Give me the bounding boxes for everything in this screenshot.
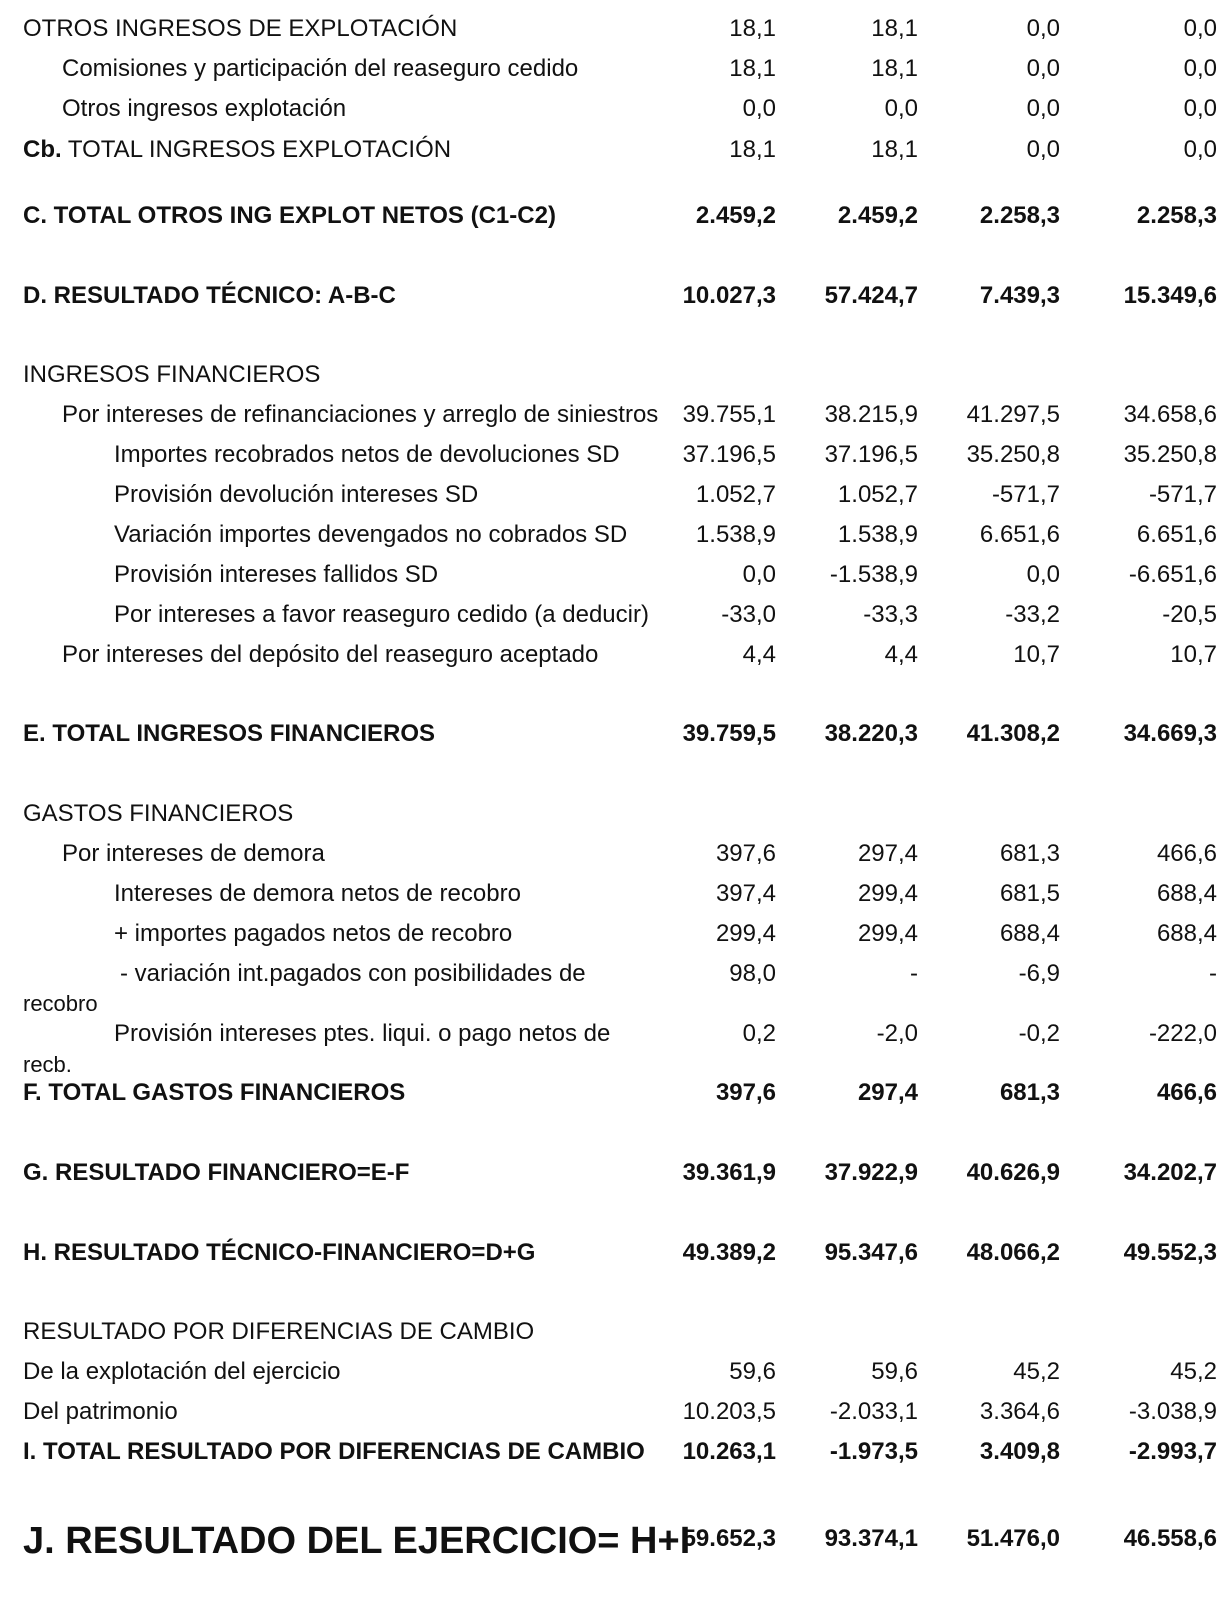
row-label: F. TOTAL GASTOS FINANCIEROS (23, 1079, 406, 1106)
provision-devolucion-row (0, 475, 1229, 515)
value-col-3: 35.250,8 (966, 441, 1060, 468)
value-col-2: 37.196,5 (824, 441, 918, 468)
value-col-1: 49.389,2 (682, 1239, 776, 1266)
value-col-2: 38.215,9 (824, 401, 918, 428)
value-col-3: 0,0 (1026, 95, 1060, 122)
row-label: + importes pagados netos de recobro (114, 920, 513, 947)
section-heading: RESULTADO POR DIFERENCIAS DE CAMBIO (23, 1318, 535, 1345)
row-label: Provisión intereses fallidos SD (114, 561, 439, 588)
section-heading: INGRESOS FINANCIEROS (23, 361, 321, 388)
value-col-1: 18,1 (729, 15, 776, 42)
value-col-4: 466,6 (1156, 840, 1217, 867)
value-col-3: 681,3 (999, 840, 1060, 867)
value-col-4: 688,4 (1156, 920, 1217, 947)
intereses-refinanciaciones-row (0, 395, 1229, 435)
value-col-4: 688,4 (1156, 880, 1217, 907)
value-col-4: 45,2 (1170, 1358, 1217, 1385)
intereses-demora-row (0, 834, 1229, 874)
row-label: Por intereses de demora (62, 840, 325, 867)
explotacion-ejercicio-row (0, 1352, 1229, 1392)
row-label: Comisiones y participación del reaseguro cedido (62, 55, 579, 82)
total-ingresos-financieros-row (0, 714, 1229, 754)
value-col-3: 40.626,9 (966, 1159, 1060, 1186)
intereses-reaseguro-cedido-row (0, 595, 1229, 635)
value-col-2: 57.424,7 (824, 282, 918, 309)
row-label-wrap: recobro (23, 991, 98, 1016)
row-label: OTROS INGRESOS DE EXPLOTACIÓN (23, 15, 458, 42)
section-heading: GASTOS FINANCIEROS (23, 800, 294, 827)
value-col-3: 6.651,6 (979, 521, 1060, 548)
value-col-3: -33,2 (1005, 601, 1060, 628)
value-col-4: 46.558,6 (1123, 1525, 1217, 1552)
value-col-3: 45,2 (1013, 1358, 1060, 1385)
value-col-1: 39.759,5 (682, 720, 776, 747)
row-label: I. TOTAL RESULTADO POR DIFERENCIAS DE CAMBIO (23, 1438, 645, 1465)
ingresos-financieros-header (0, 355, 1229, 395)
value-col-2: 95.347,6 (824, 1239, 918, 1266)
value-col-2: 18,1 (871, 136, 918, 163)
value-col-2: - (910, 960, 918, 987)
resultado-ejercicio-row (0, 1519, 1229, 1569)
value-col-4: 6.651,6 (1136, 521, 1217, 548)
value-col-4: 35.250,8 (1123, 441, 1217, 468)
deposito-reaseguro-row (0, 635, 1229, 675)
value-col-4: -3.038,9 (1128, 1398, 1217, 1425)
value-col-2: 1.052,7 (837, 481, 918, 508)
value-col-2: 1.538,9 (837, 521, 918, 548)
row-label: Variación importes devengados no cobrados SD (114, 521, 628, 548)
resultado-tecnico-financiero-row (0, 1233, 1229, 1273)
patrimonio-row (0, 1392, 1229, 1432)
value-col-2: -2,0 (876, 1020, 918, 1047)
total-ingresos-explotacion-row (0, 130, 1229, 170)
provision-intereses-ptes-row (0, 1014, 1229, 1054)
value-col-4: 34.669,3 (1123, 720, 1217, 747)
otros-ingresos-explotacion-row (0, 9, 1229, 49)
value-col-3: 681,3 (999, 1079, 1060, 1106)
row-label-text: TOTAL INGRESOS EXPLOTACIÓN (67, 136, 452, 163)
value-col-2: 38.220,3 (824, 720, 918, 747)
value-col-1: 4,4 (742, 641, 776, 668)
value-col-4: 34.658,6 (1123, 401, 1217, 428)
resultado-tecnico-row (0, 276, 1229, 316)
total-diferencias-cambio-row (0, 1432, 1229, 1472)
value-col-3: 3.409,8 (979, 1438, 1060, 1465)
value-col-2: 18,1 (871, 55, 918, 82)
row-label: J. RESULTADO DEL EJERCICIO= H+I (23, 1520, 691, 1562)
row-label: H. RESULTADO TÉCNICO-FINANCIERO=D+G (23, 1239, 536, 1266)
value-col-3: -0,2 (1018, 1020, 1060, 1047)
value-col-1: 18,1 (729, 55, 776, 82)
value-col-1: 39.755,1 (682, 401, 776, 428)
variacion-importes-row (0, 515, 1229, 555)
value-col-1: 37.196,5 (682, 441, 776, 468)
row-label: Por intereses a favor reaseguro cedido (a deducir) (114, 601, 649, 628)
row-label: Importes recobrados netos de devoluciones SD (114, 441, 620, 468)
value-col-2: 297,4 (857, 1079, 918, 1106)
value-col-4: 466,6 (1156, 1079, 1217, 1106)
value-col-1: 0,0 (742, 561, 776, 588)
value-col-1: -33,0 (721, 601, 776, 628)
row-label: C. TOTAL OTROS ING EXPLOT NETOS (C1-C2) (23, 202, 556, 229)
value-col-3: 41.308,2 (966, 720, 1060, 747)
value-col-4: 10,7 (1170, 641, 1217, 668)
value-col-2: -33,3 (863, 601, 918, 628)
provision-fallidos-row (0, 555, 1229, 595)
value-col-1: 299,4 (715, 920, 776, 947)
value-col-3: 3.364,6 (979, 1398, 1060, 1425)
value-col-3: 2.258,3 (979, 202, 1060, 229)
value-col-4: -20,5 (1162, 601, 1217, 628)
value-col-4: -571,7 (1148, 481, 1217, 508)
value-col-1: 10.027,3 (682, 282, 776, 309)
value-col-4: 0,0 (1183, 15, 1217, 42)
value-col-1: 18,1 (729, 136, 776, 163)
value-col-1: 0,0 (742, 95, 776, 122)
value-col-3: 688,4 (999, 920, 1060, 947)
value-col-3: 10,7 (1013, 641, 1060, 668)
row-label: De la explotación del ejercicio (23, 1358, 341, 1385)
value-col-2: 2.459,2 (837, 202, 918, 229)
row-label: Por intereses de refinanciaciones y arreglo de siniestros (62, 401, 659, 428)
value-col-2: 0,0 (884, 95, 918, 122)
row-label-wrap: recb. (23, 1052, 72, 1077)
value-col-1: 59,6 (729, 1358, 776, 1385)
value-col-2: -1.538,9 (829, 561, 918, 588)
value-col-4: 34.202,7 (1123, 1159, 1217, 1186)
row-prefix: Cb. (23, 136, 62, 163)
row-label: E. TOTAL INGRESOS FINANCIEROS (23, 720, 436, 747)
row-label: Intereses de demora netos de recobro (114, 880, 521, 907)
value-col-1: 397,6 (715, 1079, 776, 1106)
row-label: Provisión devolución intereses SD (114, 481, 479, 508)
value-col-2: 4,4 (884, 641, 918, 668)
importes-recobrados-row (0, 435, 1229, 475)
row-label: Del patrimonio (23, 1398, 178, 1425)
value-col-4: -2.993,7 (1128, 1438, 1217, 1465)
value-col-4: - (1209, 960, 1217, 987)
resultado-financiero-row (0, 1153, 1229, 1193)
value-col-3: 0,0 (1026, 55, 1060, 82)
total-gastos-financieros-row (0, 1073, 1229, 1113)
value-col-1: 98,0 (729, 960, 776, 987)
value-col-3: 0,0 (1026, 561, 1060, 588)
value-col-2: -2.033,1 (829, 1398, 918, 1425)
value-col-3: 7.439,3 (979, 282, 1060, 309)
diferencias-cambio-header (0, 1312, 1229, 1352)
value-col-2: 59,6 (871, 1358, 918, 1385)
value-col-2: 299,4 (857, 920, 918, 947)
value-col-4: 49.552,3 (1123, 1239, 1217, 1266)
row-label: D. RESULTADO TÉCNICO: A-B-C (23, 282, 396, 309)
value-col-1: 397,4 (715, 880, 776, 907)
variacion-int-pagados-row (0, 954, 1229, 994)
row-label: Otros ingresos explotación (62, 95, 347, 122)
otros-ingresos-row (0, 89, 1229, 129)
value-col-4: 0,0 (1183, 136, 1217, 163)
value-col-3: 48.066,2 (966, 1239, 1060, 1266)
value-col-4: 0,0 (1183, 55, 1217, 82)
importes-pagados-row (0, 914, 1229, 954)
value-col-1: 10.263,1 (682, 1438, 776, 1465)
value-col-2: 299,4 (857, 880, 918, 907)
value-col-3: 51.476,0 (966, 1525, 1060, 1552)
value-col-3: 0,0 (1026, 136, 1060, 163)
value-col-1: 39.361,9 (682, 1159, 776, 1186)
value-col-1: 0,2 (742, 1020, 776, 1047)
value-col-4: 15.349,6 (1123, 282, 1217, 309)
row-label (23, 130, 451, 170)
gastos-financieros-header (0, 794, 1229, 834)
row-label: G. RESULTADO FINANCIERO=E-F (23, 1159, 410, 1186)
value-col-3: 41.297,5 (966, 401, 1060, 428)
total-c-row (0, 196, 1229, 236)
value-col-2: 93.374,1 (824, 1525, 918, 1552)
value-col-3: -6,9 (1018, 960, 1060, 987)
value-col-4: -222,0 (1148, 1020, 1217, 1047)
comisiones-reaseguro-row (0, 49, 1229, 89)
value-col-1: 397,6 (715, 840, 776, 867)
value-col-4: -6.651,6 (1128, 561, 1217, 588)
value-col-2: 37.922,9 (824, 1159, 918, 1186)
row-label: - variación int.pagados con posibilidades de (120, 960, 586, 987)
value-col-4: 2.258,3 (1136, 202, 1217, 229)
intereses-demora-netos-row (0, 874, 1229, 914)
value-col-1: 59.652,3 (682, 1525, 776, 1552)
value-col-4: 0,0 (1183, 95, 1217, 122)
value-col-3: 681,5 (999, 880, 1060, 907)
value-col-2: 18,1 (871, 15, 918, 42)
value-col-2: -1.973,5 (829, 1438, 918, 1465)
row-label: Provisión intereses ptes. liqui. o pago netos de (114, 1020, 611, 1047)
row-label: Por intereses del depósito del reaseguro aceptado (62, 641, 599, 668)
value-col-3: 0,0 (1026, 15, 1060, 42)
value-col-1: 10.203,5 (682, 1398, 776, 1425)
value-col-3: -571,7 (991, 481, 1060, 508)
value-col-1: 2.459,2 (695, 202, 776, 229)
value-col-2: 297,4 (857, 840, 918, 867)
value-col-1: 1.538,9 (695, 521, 776, 548)
value-col-1: 1.052,7 (695, 481, 776, 508)
